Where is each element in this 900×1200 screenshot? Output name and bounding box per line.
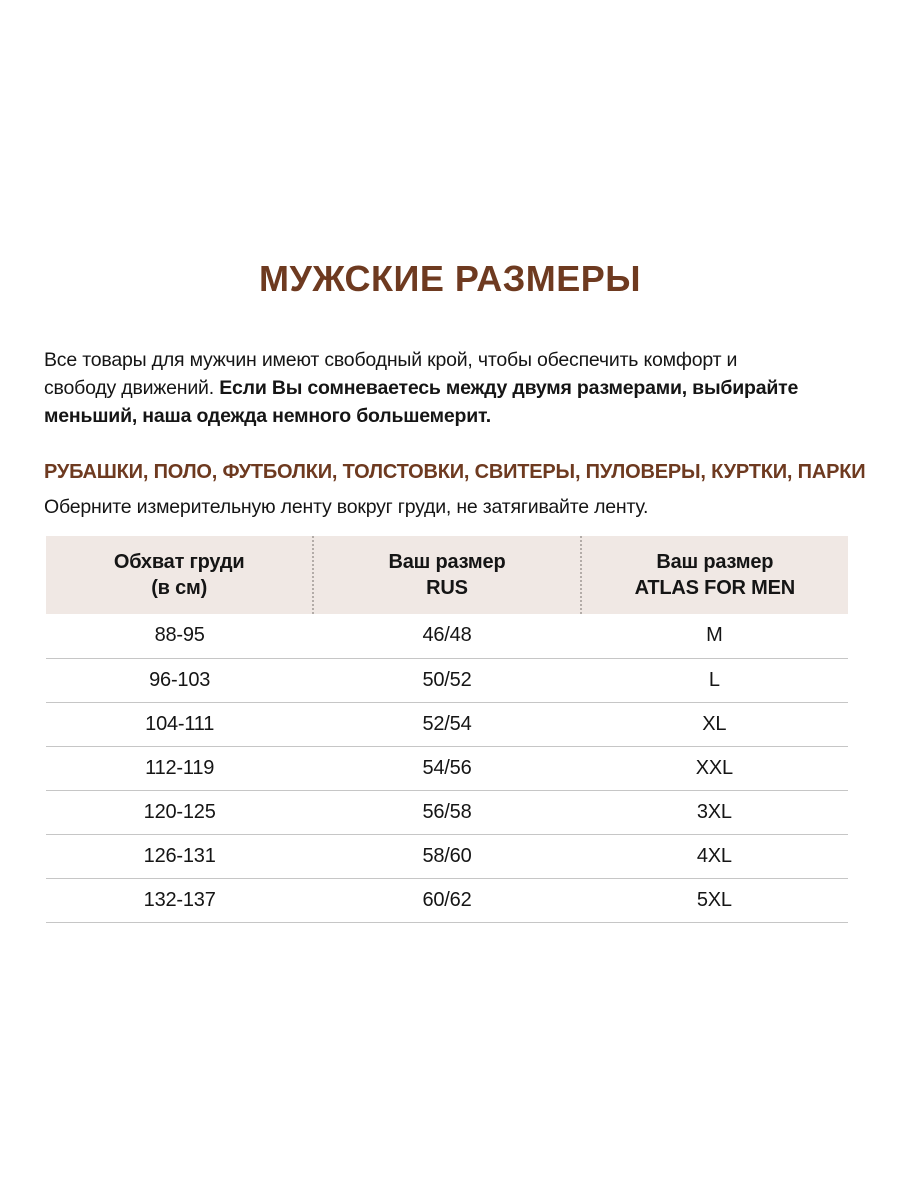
table-row <box>46 746 848 790</box>
cell-chest: 88-95 <box>46 614 313 658</box>
size-table <box>46 536 848 923</box>
table-header-row <box>46 536 848 614</box>
measurement-note: Оберните измерительную ленту вокруг груди, не затягивайте ленту. <box>44 496 649 518</box>
cell-chest: 104-111 <box>46 702 313 746</box>
page-title: МУЖСКИЕ РАЗМЕРЫ <box>258 258 642 299</box>
intro-paragraph <box>44 346 806 430</box>
cell-chest: 120-125 <box>46 790 313 834</box>
cell-atlas: XL <box>581 702 848 746</box>
cell-atlas: 5XL <box>581 878 848 922</box>
column-header-rus <box>313 536 580 614</box>
cell-chest: 112-119 <box>46 746 313 790</box>
cell-atlas: 4XL <box>581 834 848 878</box>
cell-rus: 60/62 <box>313 878 580 922</box>
column-header-atlas-line1: Ваш размер <box>656 551 774 573</box>
cell-atlas: L <box>581 658 848 702</box>
table-row <box>46 702 848 746</box>
cell-chest: 96-103 <box>46 658 313 702</box>
table-row <box>46 790 848 834</box>
column-header-atlas-line2: ATLAS FOR MEN <box>634 577 795 599</box>
cell-chest: 132-137 <box>46 878 313 922</box>
cell-rus: 54/56 <box>313 746 580 790</box>
cell-atlas: XXL <box>581 746 848 790</box>
cell-rus: 58/60 <box>313 834 580 878</box>
table-row <box>46 878 848 922</box>
column-header-chest-line2: (в см) <box>151 577 208 599</box>
cell-atlas: 3XL <box>581 790 848 834</box>
cell-rus: 52/54 <box>313 702 580 746</box>
cell-chest: 126-131 <box>46 834 313 878</box>
cell-rus: 50/52 <box>313 658 580 702</box>
column-header-chest <box>46 536 313 614</box>
cell-atlas: M <box>581 614 848 658</box>
table-row <box>46 834 848 878</box>
intro-text-regular: Все товары для мужчин имеют свободный крой, чтобы обеспечить комфорт и свободу движений. <box>44 349 738 399</box>
cell-rus: 46/48 <box>313 614 580 658</box>
column-header-rus-line2: RUS <box>426 577 468 599</box>
intro-text-bold: Если Вы сомневаетесь между двумя размерами, выбирайте меньший, наша одежда немного большемерит. <box>44 377 799 427</box>
section-heading-tops: РУБАШКИ, ПОЛО, ФУТБОЛКИ, ТОЛСТОВКИ, СВИТЕРЫ, ПУЛОВЕРЫ, КУРТКИ, ПАРКИ <box>44 461 866 483</box>
column-header-atlas <box>581 536 848 614</box>
table-row <box>46 614 848 658</box>
cell-rus: 56/58 <box>313 790 580 834</box>
table-row <box>46 658 848 702</box>
column-header-chest-line1: Обхват груди <box>113 551 245 573</box>
column-header-rus-line1: Ваш размер <box>388 551 506 573</box>
